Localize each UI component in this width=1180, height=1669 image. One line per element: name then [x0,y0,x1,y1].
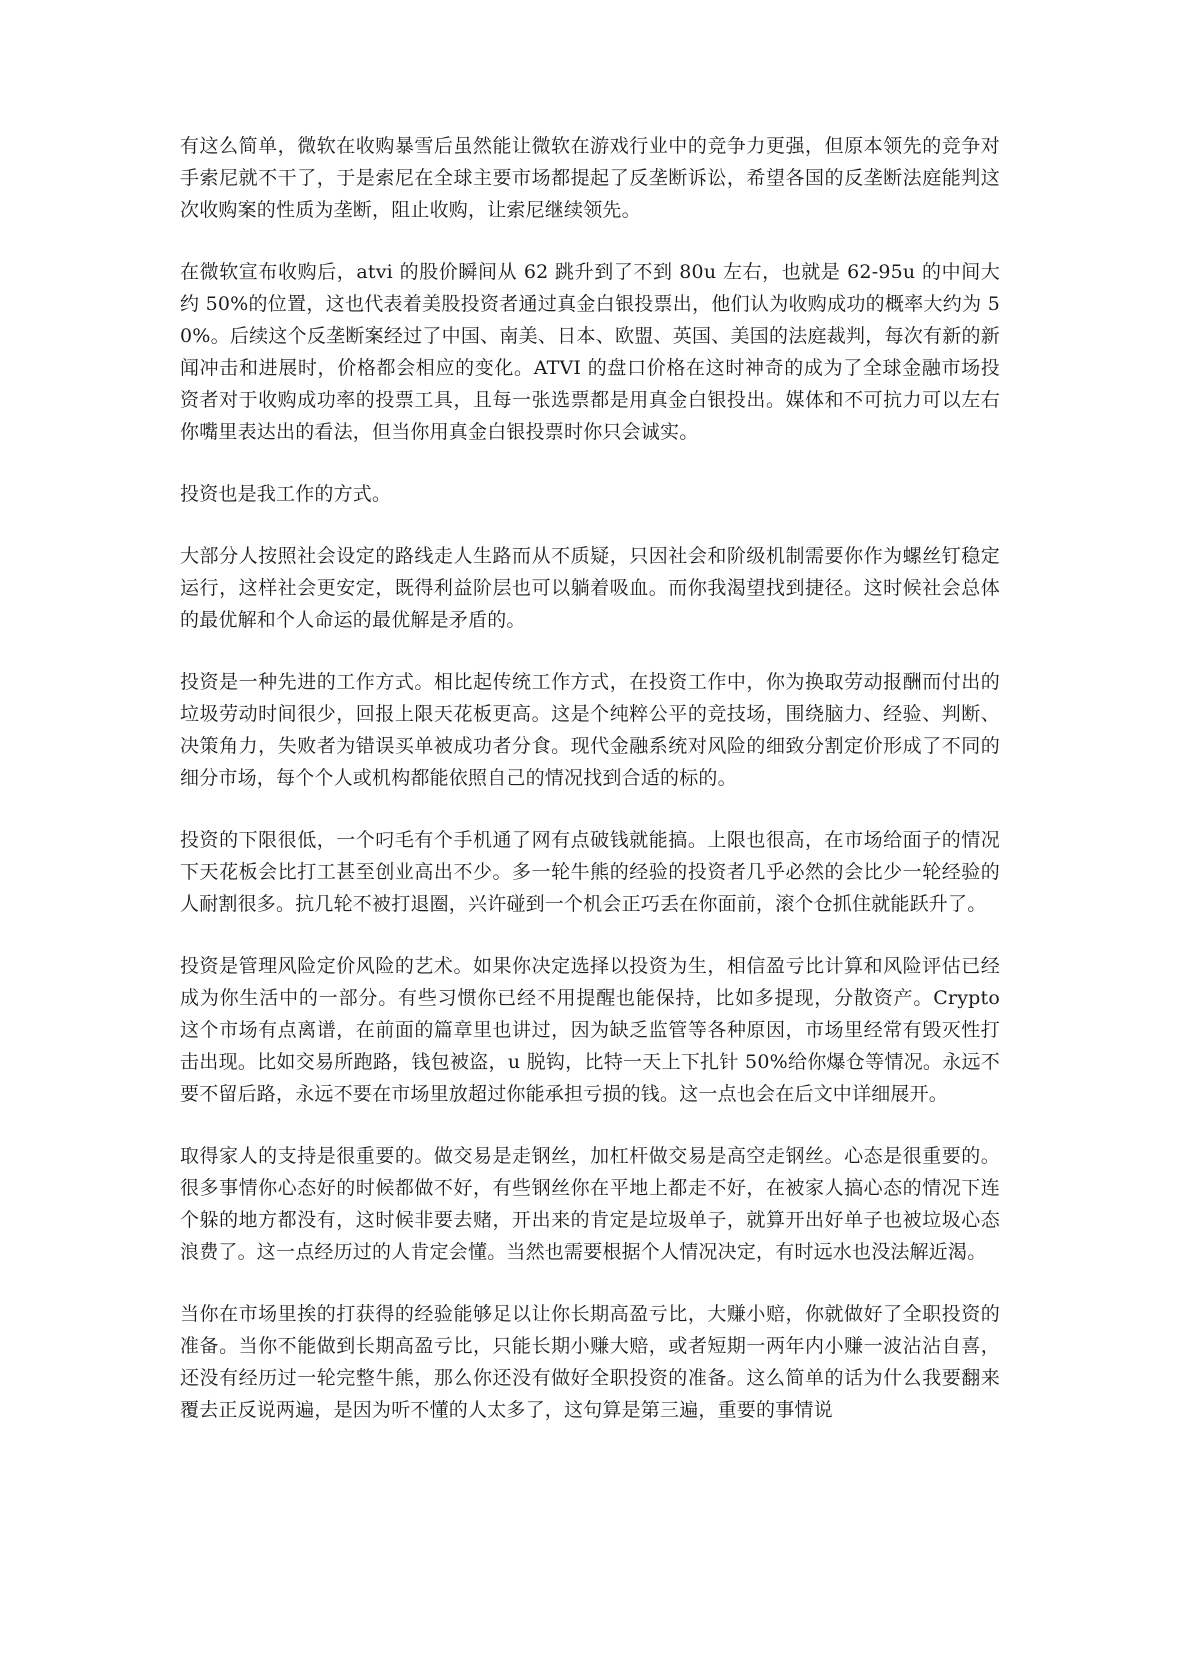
paragraph-2: 在微软宣布收购后，atvi 的股价瞬间从 62 跳升到了不到 80u 左右，也就是 62-95u 的中间大约 50%的位置，这也代表着美股投资者通过真金白银投票出，他们认为收购成功的概率大约为 50%。后续这个反垄断案经过了中国、南美、日本、欧盟、英国、美国的法庭裁判，每次有新的新闻冲击和进展时，价格都会相应的变化。ATVI 的盘口价格在这时神奇的成为了全球金融市场投资者对于收购成功率的投票工具，且每一张选票都是用真金白银投出。媒体和不可抗力可以左右你嘴里表达出的看法，但当你用真金白银投票时你只会诚实。 [180,261,1000,443]
paragraph-8: 取得家人的支持是很重要的。做交易是走钢丝，加杠杆做交易是高空走钢丝。心态是很重要的。很多事情你心态好的时候都做不好，有些钢丝你在平地上都走不好，在被家人搞心态的情况下连个躲的地方都没有，这时候非要去赌，开出来的肯定是垃圾单子，就算开出好单子也被垃圾心态浪费了。这一点经历过的人肯定会懂。当然也需要根据个人情况决定，有时远水也没法解近渴。 [180,1145,1000,1263]
paragraph-3: 投资也是我工作的方式。 [180,483,392,505]
paragraph-1: 有这么简单，微软在收购暴雪后虽然能让微软在游戏行业中的竞争力更强，但原本领先的竞争对手索尼就不干了，于是索尼在全球主要市场都提起了反垄断诉讼，希望各国的反垄断法庭能判这次收购案的性质为垄断，阻止收购，让索尼继续领先。 [180,135,1000,221]
document-body [180,130,1000,1426]
paragraph-4: 大部分人按照社会设定的路线走人生路而从不质疑，只因社会和阶级机制需要你作为螺丝钉稳定运行，这样社会更安定，既得利益阶层也可以躺着吸血。而你我渴望找到捷径。这时候社会总体的最优解和个人命运的最优解是矛盾的。 [180,545,1000,631]
paragraph-9: 当你在市场里挨的打获得的经验能够足以让你长期高盈亏比，大赚小赔，你就做好了全职投资的准备。当你不能做到长期高盈亏比，只能长期小赚大赔，或者短期一两年内小赚一波沾沾自喜，还没有经历过一轮完整牛熊，那么你还没有做好全职投资的准备。这么简单的话为什么我要翻来覆去正反说两遍，是因为听不懂的人太多了，这句算是第三遍，重要的事情说 [180,1303,1000,1421]
paragraph-5: 投资是一种先进的工作方式。相比起传统工作方式，在投资工作中，你为换取劳动报酬而付出的垃圾劳动时间很少，回报上限天花板更高。这是个纯粹公平的竞技场，围绕脑力、经验、判断、决策角力，失败者为错误买单被成功者分食。现代金融系统对风险的细致分割定价形成了不同的细分市场，每个个人或机构都能依照自己的情况找到合适的标的。 [180,671,1000,789]
paragraph-6: 投资的下限很低，一个叼毛有个手机通了网有点破钱就能搞。上限也很高，在市场给面子的情况下天花板会比打工甚至创业高出不少。多一轮牛熊的经验的投资者几乎必然的会比少一轮经验的人耐割很多。抗几轮不被打退圈，兴许碰到一个机会正巧丢在你面前，滚个仓抓住就能跃升了。 [180,829,1000,915]
paragraph-7: 投资是管理风险定价风险的艺术。如果你决定选择以投资为生，相信盈亏比计算和风险评估已经成为你生活中的一部分。有些习惯你已经不用提醒也能保持，比如多提现，分散资产。Crypto 这个市场有点离谱，在前面的篇章里也讲过，因为缺乏监管等各种原因，市场里经常有毁灭性打击出现。比如交易所跑路，钱包被盗，u 脱钩，比特一天上下扎针 50%给你爆仓等情况。永远不要不留后路，永远不要在市场里放超过你能承担亏损的钱。这一点也会在后文中详细展开。 [180,955,1000,1105]
